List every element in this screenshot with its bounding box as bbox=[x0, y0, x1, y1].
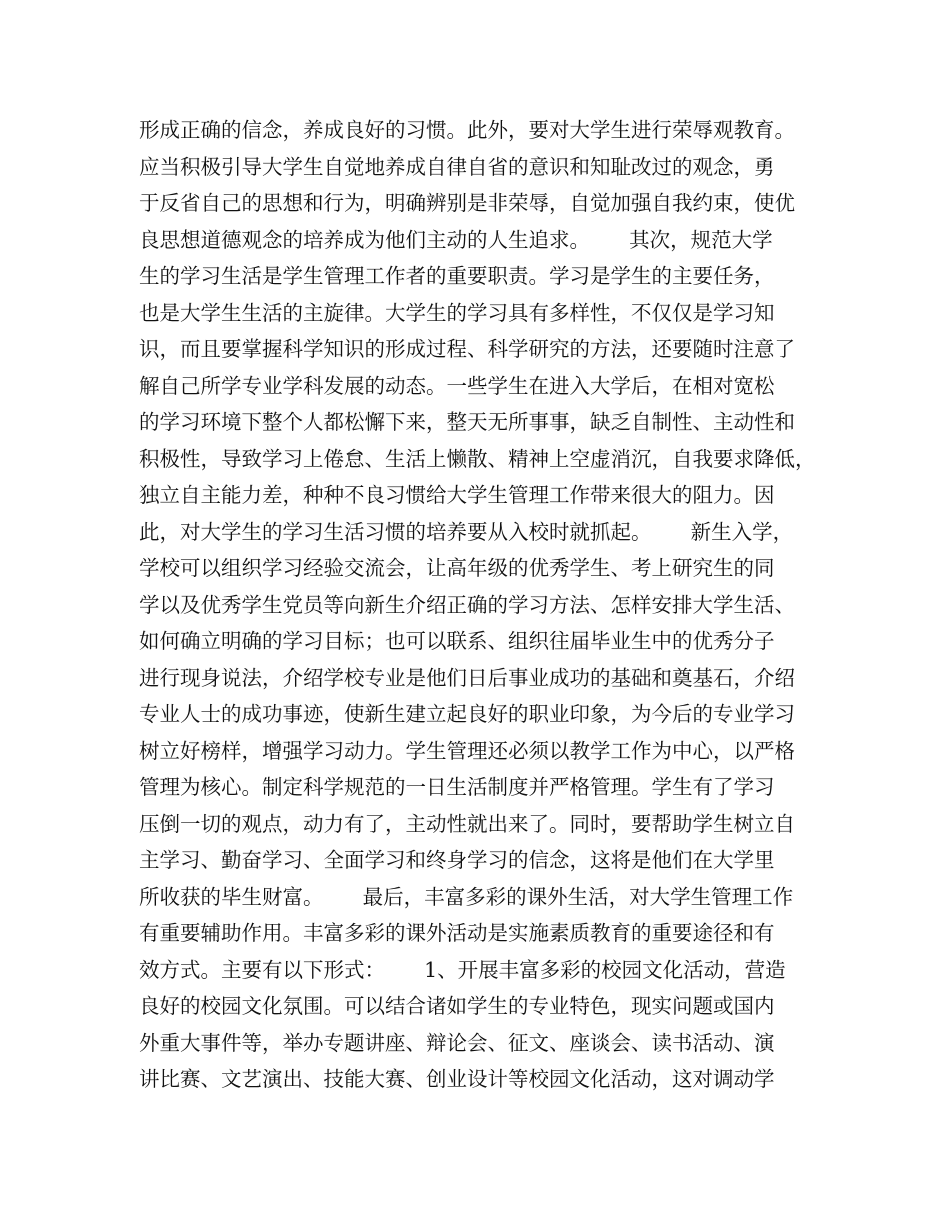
text-line-13: 学校可以组织学习经验交流会，让高年级的优秀学生、考上研究生的同 bbox=[139, 556, 775, 580]
text-line-1: 形成正确的信念，养成良好的习惯。此外，要对大学生进行荣辱观教育。 bbox=[139, 118, 795, 142]
text-line-24: 效方式。主要有以下形式： 1、开展丰富多彩的校园文化活动，营造 bbox=[139, 957, 786, 982]
text-line-2: 应当积极引导大学生自觉地养成自律自省的意识和知耻改过的观念，勇 bbox=[139, 154, 775, 179]
text-line-26: 外重大事件等，举办专题讲座、辩论会、征文、座谈会、读书活动、演 bbox=[139, 1030, 775, 1055]
text-line-5: 生的学习生活是学生管理工作者的重要职责。学习是学生的主要任务， bbox=[139, 264, 775, 288]
text-line-9: 的学习环境下整个人都松懈下来，整天无所事事，缺乏自制性、主动性和 bbox=[139, 410, 795, 434]
text-line-23: 有重要辅助作用。丰富多彩的课外活动是实施素质教育的重要途径和有 bbox=[139, 921, 775, 945]
text-line-22: 所收获的毕生财富。 最后，丰富多彩的课外生活，对大学生管理工作 bbox=[139, 884, 794, 909]
text-line-7: 识，而且要掌握科学知识的形成过程、科学研究的方法，还要随时注意了 bbox=[139, 337, 795, 361]
text-line-10: 积极性，导致学习上倦怠、生活上懒散、精神上空虚消沉，自我要求降低， bbox=[139, 446, 816, 471]
text-line-16: 进行现身说法，介绍学校专业是他们日后事业成功的基础和奠基石，介绍 bbox=[139, 665, 795, 690]
body-text bbox=[139, 112, 829, 1098]
text-line-20: 压倒一切的观点，动力有了，主动性就出来了。同时，要帮助学生树立自 bbox=[139, 811, 795, 836]
text-line-17: 专业人士的成功事迹，使新生建立起良好的职业印象，为今后的专业学习 bbox=[139, 702, 795, 726]
text-line-18: 树立好榜样，增强学习动力。学生管理还必须以教学工作为中心，以严格 bbox=[139, 738, 795, 763]
text-line-19: 管理为核心。制定科学规范的一日生活制度并严格管理。学生有了学习 bbox=[139, 775, 775, 799]
text-line-11: 独立自主能力差，种种不良习惯给大学生管理工作带来很大的阻力。因 bbox=[139, 483, 775, 507]
text-line-6: 也是大学生生活的主旋律。大学生的学习具有多样性，不仅仅是学习知 bbox=[139, 300, 775, 325]
text-line-14: 学以及优秀学生党员等向新生介绍正确的学习方法、怎样安排大学生活、 bbox=[139, 592, 795, 617]
text-line-15: 如何确立明确的学习目标；也可以联系、组织往届毕业生中的优秀分子 bbox=[139, 629, 775, 653]
text-line-25: 良好的校园文化氛围。可以结合诸如学生的专业特色，现实问题或国内 bbox=[139, 994, 775, 1018]
text-line-12: 此，对大学生的学习生活习惯的培养要从入校时就抓起。 新生入学， bbox=[139, 519, 794, 544]
text-line-3: 于反省自己的思想和行为，明确辨别是非荣辱，自觉加强自我约束，使优 bbox=[139, 191, 795, 215]
text-line-4: 良思想道德观念的培养成为他们主动的人生追求。 其次，规范大学 bbox=[139, 227, 773, 252]
text-line-8: 解自己所学专业学科发展的动态。一些学生在进入大学后，在相对宽松 bbox=[139, 373, 775, 398]
text-line-21: 主学习、勤奋学习、全面学习和终身学习的信念，这将是他们在大学里 bbox=[139, 848, 775, 872]
text-line-27: 讲比赛、文艺演出、技能大赛、创业设计等校园文化活动，这对调动学 bbox=[139, 1067, 775, 1091]
